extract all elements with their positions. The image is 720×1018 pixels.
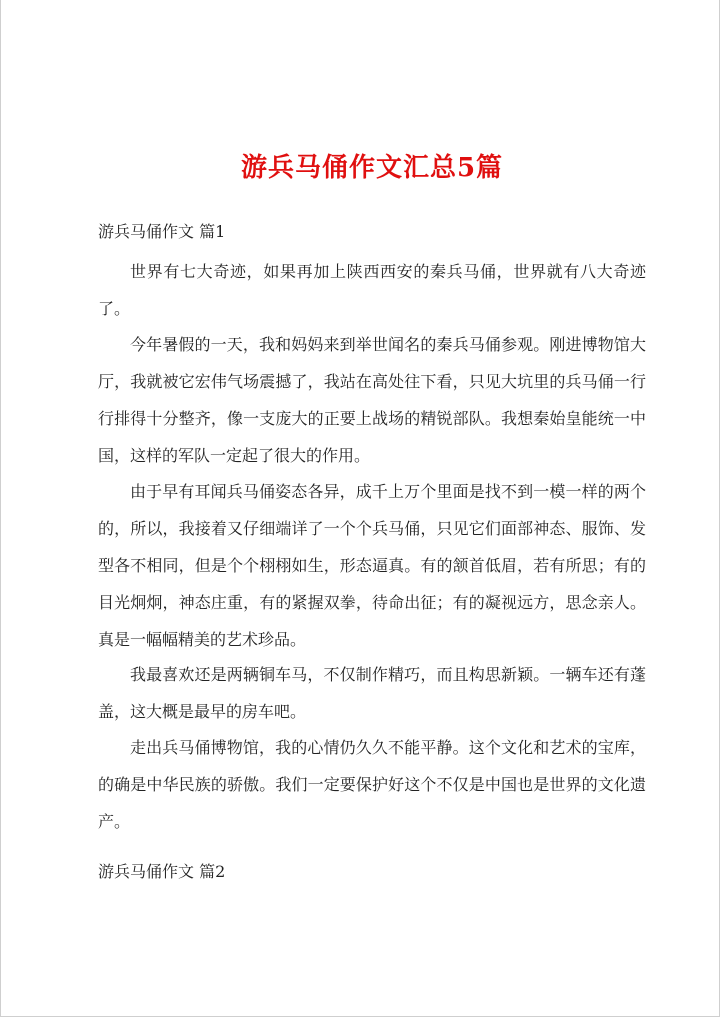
paragraph: 走出兵马俑博物馆，我的心情仍久久不能平静。这个文化和艺术的宝库，的确是中华民族的骄傲。我们一定要保护好这个不仅是中国也是世界的文化遗产。 bbox=[98, 738, 646, 831]
document-title: 游兵马俑作文汇总5篇 bbox=[240, 153, 504, 183]
section-heading-1: 游兵马俑作文 篇1 bbox=[98, 222, 226, 241]
paragraph: 世界有七大奇迹，如果再加上陕西西安的秦兵马俑，世界就有八大奇迹了。 bbox=[98, 262, 646, 318]
paragraph: 今年暑假的一天，我和妈妈来到举世闻名的秦兵马俑参观。刚进博物馆大厅，我就被它宏伟气场震撼了，我站在高处往下看，只见大坑里的兵马俑一行行排得十分整齐，像一支庞大的正要上战场的精锐部队。我想秦始皇能统一中国，这样的军队一定起了很大的作用。 bbox=[98, 335, 646, 465]
section-heading-2: 游兵马俑作文 篇2 bbox=[98, 862, 226, 881]
paragraph: 我最喜欢还是两辆铜车马，不仅制作精巧，而且构思新颖。一辆车还有蓬盖，这大概是最早的房车吧。 bbox=[98, 665, 646, 721]
paragraph: 由于早有耳闻兵马俑姿态各异，成千上万个里面是找不到一模一样的两个的，所以，我接着又仔细端详了一个个兵马俑，只见它们面部神态、服饰、发型各不相同，但是个个栩栩如生，形态逼真。有的颔首低眉，若有所思；有的目光炯炯，神态庄重，有的紧握双拳，待命出征；有的凝视远方，思念亲人。真是一幅幅精美的艺术珍品。 bbox=[98, 482, 646, 649]
